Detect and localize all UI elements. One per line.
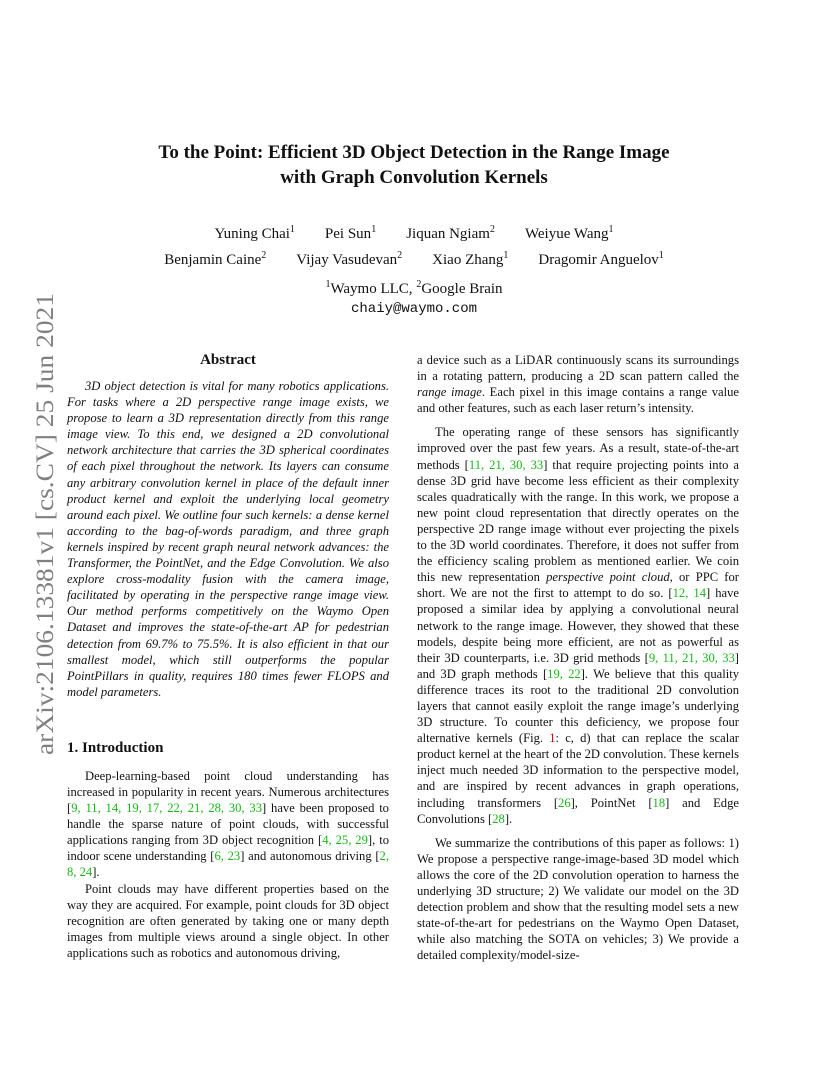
author: Dragomir Anguelov$^1$ xyxy=(538,250,664,268)
author: Jiquan Ngiam$^2$ xyxy=(406,224,495,242)
right-paragraph-3: We summarize the contributions of this paper as follows: 1) We propose a perspective range-image-based 3D model which allows the core of the 2D convolution operation to harness the underlying 3D structure; 2) We validate our model on the 3D detection problem and show that the resulting model sets a new state-of-the-art for pedestrians on the Waymo Open Dataset, while also matching the SOTA on vehicles; 3) We provide a detailed complexity/model-size- xyxy=(417,835,739,963)
affiliations xyxy=(100,275,728,319)
citation-link[interactable]: 18 xyxy=(652,795,666,810)
arxiv-id-text: arXiv:2106.13381v1 [cs.CV] 25 Jun 2021 xyxy=(32,334,59,755)
paper-title xyxy=(100,140,728,190)
arxiv-stamp xyxy=(22,290,62,760)
citation-link[interactable]: 19, 22 xyxy=(547,666,581,681)
title-line-2: with Graph Convolution Kernels xyxy=(280,167,548,188)
citation-link[interactable]: 26 xyxy=(558,795,571,810)
left-column xyxy=(67,350,389,961)
citation-link[interactable]: 6, 23 xyxy=(214,849,241,864)
author: Yuning Chai$^1$ xyxy=(214,224,295,242)
figure-reference-link[interactable]: 1 xyxy=(549,731,556,746)
affiliation-line: $^1$Waymo LLC, $^2$Google Brain xyxy=(325,279,503,297)
introduction-heading: 1. Introduction xyxy=(67,739,164,756)
citation-link[interactable]: 11, 21, 30, 33 xyxy=(468,457,544,472)
author: Pei Sun$^1$ xyxy=(324,224,377,242)
title-line-1: To the Point: Efficient 3D Object Detection in the Range Image xyxy=(158,142,670,163)
right-paragraph-2: The operating range of these sensors has significantly improved over the past few years. As a result, state-of-the-art methods [11, 21, 30, 33] that require projecting points into a dense 3D grid have become less efficient as their complexity scales quadratically with the range. In this work, we propose a new point cloud representation that directly operates on the perspective 2D range image without ever projecting the pixels to the 3D world coordinates. Therefore, it does not suffer from the efficiency scaling problem as mentioned earlier. We coin this new representation perspective point cloud, or PPC for short. We are not the first to attempt to do so. [12, 14] have proposed a similar idea by applying a convolutional neural network to the range image. However, they showed that these models, despite being more efficient, are not as powerful as their 3D counterparts, i.e. 3D grid methods [9, 11, 21, 30, 33] and 3D graph methods [19, 22]. We believe that this quality difference traces its root to the traditional 2D convolution layers that cannot easily exploit the range image’s underlying 3D structure. To counter this deficiency, we propose four alternative kernels (Fig. 1: c, d) that can replace the scalar product kernel at the heart of the 2D convolution. These kernels inject much needed 3D information to the perspective model, and are inspired by recent advances in graph operations, including transformers [26], PointNet [18] and Edge Convolutions [28]. xyxy=(417,425,740,826)
author: Vijay Vasudevan$^2$ xyxy=(296,250,403,268)
citation-link[interactable]: 2, 8, 24 xyxy=(67,849,389,880)
author-row-2 xyxy=(100,245,728,271)
author: Weiyue Wang$^1$ xyxy=(524,224,614,242)
intro-paragraph-1: Deep-learning-based point cloud understanding has increased in popularity in recent years. Numerous architectures [9, 11, 14, 19, 17, 22, 21, 28, 30, 33] have been proposed to handle the sparse nature of point clouds, with successful applications ranging from 3D object recognition [4, 25, 29], to indoor scene understanding [6, 23] and autonomous driving [2, 8, 24]. xyxy=(67,768,389,880)
citation-link[interactable]: 9, 11, 14, 19, 17, 22, 21, 28, 30, 33 xyxy=(71,801,263,816)
author: Benjamin Caine$^2$ xyxy=(164,250,267,268)
right-paragraph-1: a device such as a LiDAR continuously scans its surroundings in a rotating pattern, producing a 2D scan pattern called the range image. Each pixel in this image contains a range value and other features, such as each laser return’s intensity. xyxy=(417,353,739,416)
author: Xiao Zhang$^1$ xyxy=(432,250,509,268)
citation-link[interactable]: 4, 25, 29 xyxy=(322,833,368,848)
right-column xyxy=(417,352,739,963)
abstract-text: 3D object detection is vital for many robotics applications. For tasks where a 2D perspective range image exists, we propose to learn a 3D representation directly from this range image view. To this end, we designed a 2D convolutional network architecture that carries the 3D spherical coordinates of each pixel throughout the network. Its layers can consume any arbitrary convolution kernel in place of the default inner product kernel and exploit the underlying local geometry around each pixel. We outline four such kernels: a dense kernel according to the bag-of-words paradigm, and three graph kernels inspired by recent graph neural network advances: the Transformer, the PointNet, and the Edge Convolution. We also explore cross-modality fusion with the camera image, facilitated by operating in the perspective range image view. Our method performs competitively on the Waymo Open Dataset and improves the state-of-the-art AP for pedestrian detection from 69.7% to 75.5%. It is also efficient in that our smallest model, which still outperforms the popular PointPillars in quality, requires 180 times fewer FLOPS and model parameters. xyxy=(67,379,389,699)
citation-link[interactable]: 12, 14 xyxy=(672,586,706,601)
abstract-heading: Abstract xyxy=(200,352,256,368)
author-list xyxy=(100,219,728,271)
citation-link[interactable]: 28 xyxy=(492,811,505,826)
contact-email[interactable]: chaiy@waymo.com xyxy=(350,301,478,317)
intro-paragraph-2: Point clouds may have different properties based on the way they are acquired. For example, point clouds for 3D object recognition are often generated by taking one or many depth images from multiple views around a single object. In other applications such as robotics and autonomous driving, xyxy=(67,881,389,960)
author-row-1 xyxy=(100,219,728,245)
citation-link[interactable]: 9, 11, 21, 30, 33 xyxy=(648,650,735,665)
